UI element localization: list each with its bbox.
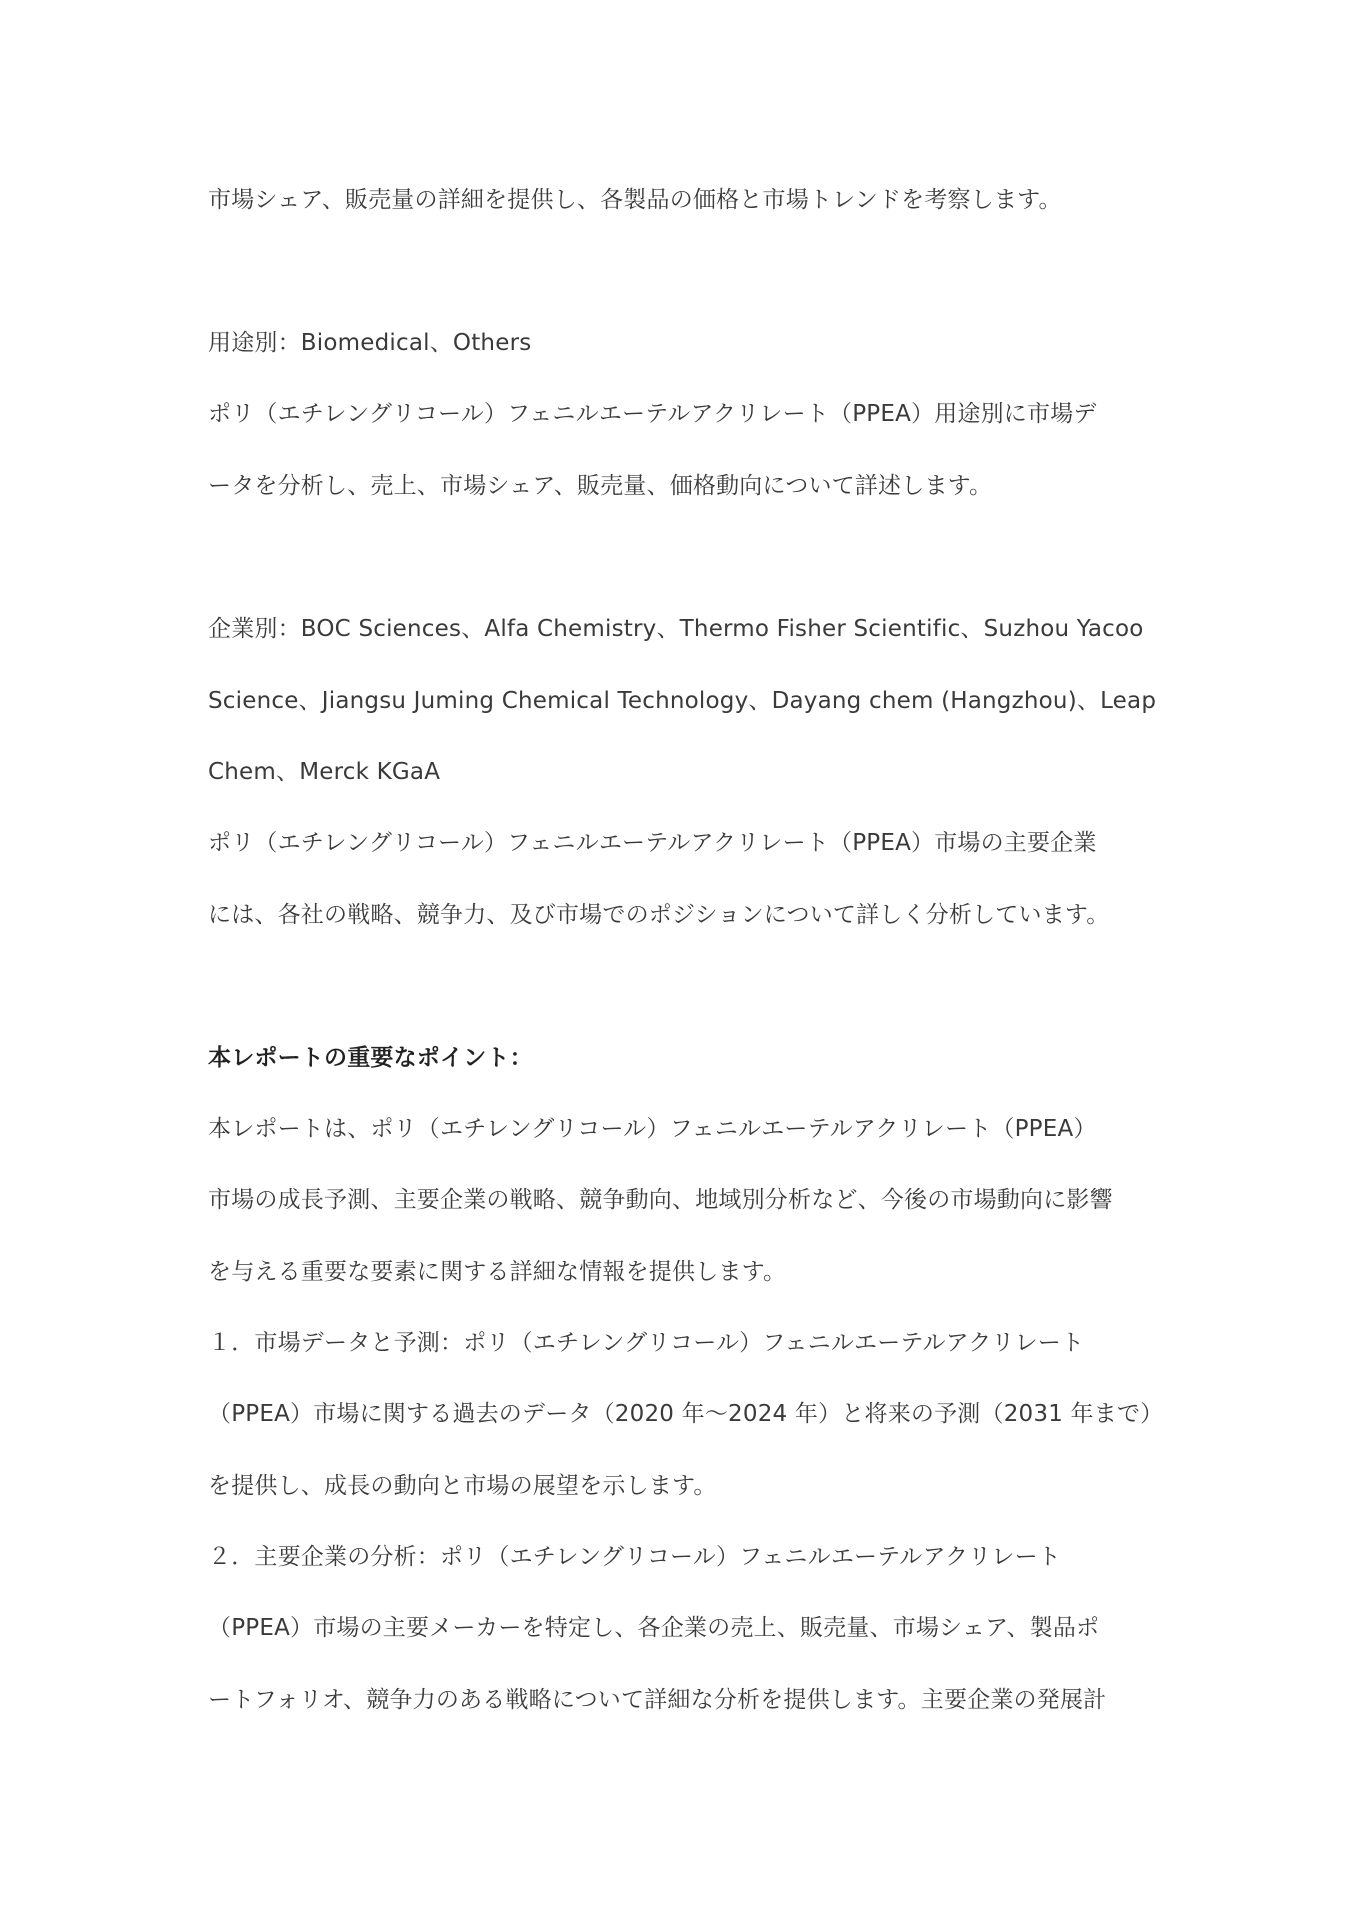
point-2-line-2: （PPEA）市場の主要メーカーを特定し、各企業の売上、販売量、市場シェア、製品ポ [208,1615,1100,1641]
text-line-market-share: 市場シェア、販売量の詳細を提供し、各製品の価格と市場トレンドを考察します。 [208,187,1062,213]
text-line-company-2: には、各社の戦略、競争力、及び市場でのポジションについて詳しく分析しています。 [208,902,1110,928]
point-2-line-3: ートフォリオ、競争力のある戦略について詳細な分析を提供します。主要企業の発展計 [208,1687,1107,1713]
company-list-line-3: Chem、Merck KGaA [208,759,441,785]
point-1-line-1: １．市場データと予測：ポリ（エチレングリコール）フェニルエーテルアクリレート [208,1330,1085,1356]
text-line-keypoints-3: を与える重要な要素に関する詳細な情報を提供します。 [208,1259,787,1285]
text-line-keypoints-1: 本レポートは、ポリ（エチレングリコール）フェニルエーテルアクリレート（PPEA） [208,1116,1097,1142]
company-list-line-2: Science、Jiangsu Juming Chemical Technology、Dayang chem (Hangzhou)、Leap [208,688,1157,714]
application-heading: 用途別：Biomedical、Others [208,330,532,356]
point-1-line-3: を提供し、成長の動向と市場の展望を示します。 [208,1473,717,1499]
text-line-keypoints-2: 市場の成長予測、主要企業の戦略、競争動向、地域別分析など、今後の市場動向に影響 [208,1187,1113,1213]
text-line-application-1: ポリ（エチレングリコール）フェニルエーテルアクリレート（PPEA）用途別に市場デ [208,401,1097,427]
company-list-line-1: 企業別：BOC Sciences、Alfa Chemistry、Thermo Fisher Scientific、Suzhou Yacoo [208,616,1144,642]
text-line-company-1: ポリ（エチレングリコール）フェニルエーテルアクリレート（PPEA）市場の主要企業 [208,830,1097,856]
point-2-line-1: ２．主要企業の分析：ポリ（エチレングリコール）フェニルエーテルアクリレート [208,1544,1061,1570]
point-1-line-2: （PPEA）市場に関する過去のデータ（2020 年～2024 年）と将来の予測（2031 年まで） [208,1401,1163,1427]
key-points-heading: 本レポートの重要なポイント： [208,1045,533,1071]
text-line-application-2: ータを分析し、売上、市場シェア、販売量、価格動向について詳述します。 [208,473,993,499]
